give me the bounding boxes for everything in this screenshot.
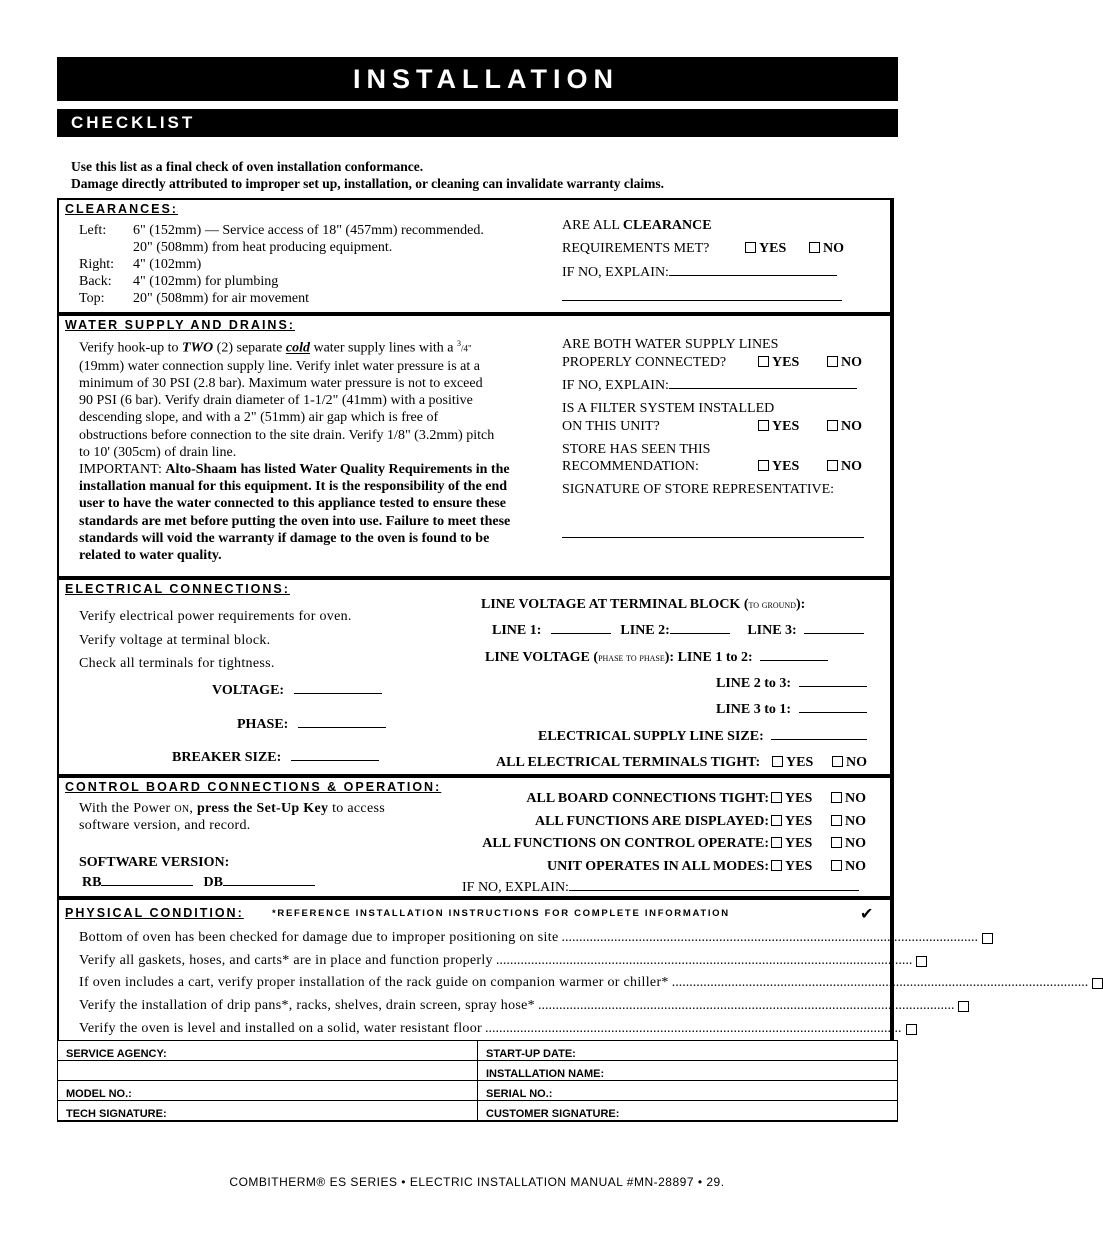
question-text-bold: CLEARANCE: [622, 218, 712, 233]
line-voltage-ground-label: LINE VOLTAGE AT TERMINAL BLOCK (to ground):: [481, 597, 806, 612]
startup-date-field[interactable]: START-UP DATE:: [478, 1041, 898, 1061]
checkbox[interactable]: [916, 956, 927, 967]
installation-name-field[interactable]: INSTALLATION NAME:: [478, 1061, 898, 1081]
voltage-row: VOLTAGE:: [212, 682, 382, 699]
tech-signature-field[interactable]: TECH SIGNATURE:: [58, 1101, 478, 1122]
line-ground-row: LINE 1: LINE 2: LINE 3:: [492, 622, 864, 639]
phase-row: PHASE:: [237, 716, 386, 733]
intro-text: [71, 158, 664, 192]
installation-form-table: [57, 1040, 898, 1122]
checkbox[interactable]: [982, 933, 993, 944]
clearances-section: [57, 198, 894, 316]
line-1-2-field[interactable]: [760, 660, 828, 661]
supply-line-field[interactable]: [771, 739, 867, 740]
no-checkbox[interactable]: NO: [831, 835, 866, 852]
yes-checkbox[interactable]: YES: [771, 813, 812, 830]
phase-field[interactable]: [298, 727, 386, 728]
checkbox[interactable]: [906, 1024, 917, 1035]
water-q3-row: RECOMMENDATION: YES NO: [562, 459, 862, 474]
line-3-1-field[interactable]: [799, 712, 867, 713]
no-checkbox[interactable]: NO: [831, 790, 866, 807]
list-item: Bottom of oven has been checked for damage due to improper positioning on site .......................................................................................................................: [79, 929, 877, 952]
electrical-section: [57, 578, 894, 778]
water-q2-text: IS A FILTER SYSTEM INSTALLED: [562, 401, 775, 416]
software-version-label: SOFTWARE VERSION:: [79, 855, 230, 870]
signature-label: SIGNATURE OF STORE REPRESENTATIVE:: [562, 482, 835, 497]
water-supply-section: [57, 314, 894, 580]
clearances-list: [79, 222, 484, 307]
yes-checkbox[interactable]: YES: [771, 790, 812, 807]
supply-line-row: ELECTRICAL SUPPLY LINE SIZE:: [538, 728, 867, 745]
explain-field[interactable]: [669, 275, 837, 276]
clearance-text: 20" (508mm) for air movement: [133, 291, 310, 306]
line-3-1-row: LINE 3 to 1:: [716, 701, 867, 718]
no-checkbox[interactable]: NO: [809, 240, 844, 257]
page-title: INSTALLATION: [353, 64, 619, 94]
service-agency-field[interactable]: SERVICE AGENCY:: [58, 1041, 478, 1061]
line1-field[interactable]: [551, 633, 611, 634]
no-checkbox[interactable]: NO: [831, 813, 866, 830]
control-board-title: CONTROL BOARD CONNECTIONS & OPERATION:: [65, 780, 442, 794]
explain-field[interactable]: [569, 890, 859, 891]
no-checkbox[interactable]: NO: [827, 418, 862, 435]
yes-checkbox[interactable]: YES: [758, 458, 799, 475]
clearance-label: Top:: [79, 291, 105, 306]
reference-note: *REFERENCE INSTALLATION INSTRUCTIONS FOR COMPLETE INFORMATION: [272, 908, 730, 919]
breaker-field[interactable]: [291, 760, 379, 761]
section-subtitle-banner: [57, 109, 898, 137]
serial-no-field[interactable]: SERIAL NO.:: [478, 1081, 898, 1101]
clearances-question: [562, 217, 712, 234]
clearances-met-row: [562, 240, 844, 257]
rb-field[interactable]: [101, 885, 193, 886]
db-field[interactable]: [223, 885, 315, 886]
control-board-section: [57, 776, 894, 900]
customer-signature-field[interactable]: CUSTOMER SIGNATURE:: [478, 1101, 898, 1122]
software-version-row: RB DB: [82, 874, 315, 891]
clearance-text: 6" (152mm) — Service access of 18" (457mm) recommended.: [133, 223, 484, 238]
yes-checkbox[interactable]: YES: [745, 240, 786, 257]
clearance-label: Left:: [79, 223, 107, 238]
explain-label: IF NO, EXPLAIN:: [562, 265, 669, 280]
no-checkbox[interactable]: NO: [831, 858, 866, 875]
list-item: Verify all gaskets, hoses, and carts* are in place and function properly .......................................................................................................................: [79, 952, 877, 975]
list-item: If oven includes a cart, verify proper installation of the rack guide on companion warmer or chiller* .......................................................................................................................: [79, 974, 877, 997]
physical-condition-list: [79, 929, 1089, 1042]
page-title-banner: [57, 57, 898, 101]
water-supply-text: Verify hook-up to TWO (2) separate cold water supply lines with a $^3$/4" (19mm) water connection supply line. Verify inlet water pressure is at a minimum of 30 PSI (2.8 bar). Maximum water pressure is not to exceed 90 PSI (6 bar). Verify drain diameter of 1-1/2" (41mm) with a positive descending slope, and with a 2" (51mm) air gap which is free of obstructions before connection to the site drain. Verify 1/8" (3.2mm) pitch to 10' (305cm) of drain line. IMPORTANT: Alto-Shaam has listed Water Quality Requirements in the installation manual for this equipment. It is the responsibility of the end user to have the water connected to this appliance tested to ensure these standards are met before putting the oven into use. Failure to meet these standards will void the warranty if damage to the oven is found to be related to water quality.: [79, 339, 511, 564]
clearance-text: 4" (102mm): [133, 257, 202, 272]
line-2-3-field[interactable]: [799, 686, 867, 687]
checkmark-icon: ✔: [860, 906, 874, 923]
no-checkbox[interactable]: NO: [832, 754, 867, 771]
explain-field-line-2[interactable]: [562, 300, 842, 301]
yes-checkbox[interactable]: YES: [771, 835, 812, 852]
checkbox[interactable]: [958, 1001, 969, 1012]
signature-field[interactable]: [562, 537, 864, 538]
question-text: REQUIREMENTS MET?: [562, 241, 710, 256]
yes-checkbox[interactable]: YES: [758, 354, 799, 371]
clearance-label: Right:: [79, 257, 115, 272]
list-item: Verify the oven is level and installed on a solid, water resistant floor .......................................................................................................................: [79, 1020, 877, 1043]
model-no-field[interactable]: MODEL NO.:: [58, 1081, 478, 1101]
physical-condition-title: PHYSICAL CONDITION:: [65, 906, 244, 920]
water-explain: IF NO, EXPLAIN:: [562, 377, 857, 394]
clearance-label: Back:: [79, 274, 112, 289]
clearances-title: CLEARANCES:: [65, 202, 178, 216]
water-supply-title: WATER SUPPLY AND DRAINS:: [65, 318, 295, 332]
line2-field[interactable]: [670, 633, 730, 634]
page-footer: COMBITHERM® ES SERIES • ELECTRIC INSTALLATION MANUAL #MN-28897 • 29.: [229, 1175, 725, 1189]
control-questions: ALL BOARD CONNECTIONS TIGHT: YES NO ALL FUNCTIONS ARE DISPLAYED: YES NO ALL FUNCTIONS ON CONTROL OPERATE: YES NO UNIT OPERATES IN ALL MODES: YES NO: [482, 791, 866, 874]
checkbox[interactable]: [1092, 978, 1103, 989]
clearance-text: 20" (508mm) from heat producing equipment.: [133, 240, 393, 255]
question-text: ARE ALL: [562, 218, 623, 233]
yes-checkbox[interactable]: YES: [772, 754, 813, 771]
no-checkbox[interactable]: NO: [827, 354, 862, 371]
water-q2-row: ON THIS UNIT? YES NO: [562, 419, 862, 434]
line-2-3-row: LINE 2 to 3:: [716, 675, 867, 692]
electrical-list: Verify electrical power requirements for oven. Verify voltage at terminal block. Check all terminals for tightness.: [79, 609, 352, 671]
list-item: Verify the installation of drip pans*, racks, shelves, drain screen, spray hose* .......................................................................................................................: [79, 997, 877, 1020]
electrical-title: ELECTRICAL CONNECTIONS:: [65, 582, 290, 596]
control-board-text: With the Power on, press the Set-Up Key to access software version, and record.: [79, 801, 385, 833]
terminals-tight-row: ALL ELECTRICAL TERMINALS TIGHT: YES NO: [496, 755, 867, 770]
water-q1-text: ARE BOTH WATER SUPPLY LINES: [562, 337, 779, 352]
control-explain: IF NO, EXPLAIN:: [462, 879, 859, 896]
clearances-explain: [562, 264, 837, 281]
water-q1-row: PROPERLY CONNECTED? YES NO: [562, 355, 862, 370]
no-checkbox[interactable]: NO: [827, 458, 862, 475]
yes-checkbox[interactable]: YES: [771, 858, 812, 875]
yes-checkbox[interactable]: YES: [758, 418, 799, 435]
clearance-text: 4" (102mm) for plumbing: [133, 274, 279, 289]
voltage-field[interactable]: [294, 693, 382, 694]
physical-condition-section: [57, 898, 1089, 1040]
intro-line-2: Damage directly attributed to improper set up, installation, or cleaning can invalidate warranty claims.: [71, 176, 664, 191]
water-q3-text: STORE HAS SEEN THIS: [562, 442, 711, 457]
intro-line-1: Use this list as a final check of oven installation conformance.: [71, 159, 424, 174]
section-subtitle: CHECKLIST: [71, 113, 196, 132]
line-voltage-phase-row: LINE VOLTAGE (phase to phase): LINE 1 to 2:: [485, 649, 828, 667]
explain-field[interactable]: [669, 388, 857, 389]
line3-field[interactable]: [804, 633, 864, 634]
breaker-row: BREAKER SIZE:: [172, 749, 379, 766]
blank-field[interactable]: [58, 1061, 478, 1081]
